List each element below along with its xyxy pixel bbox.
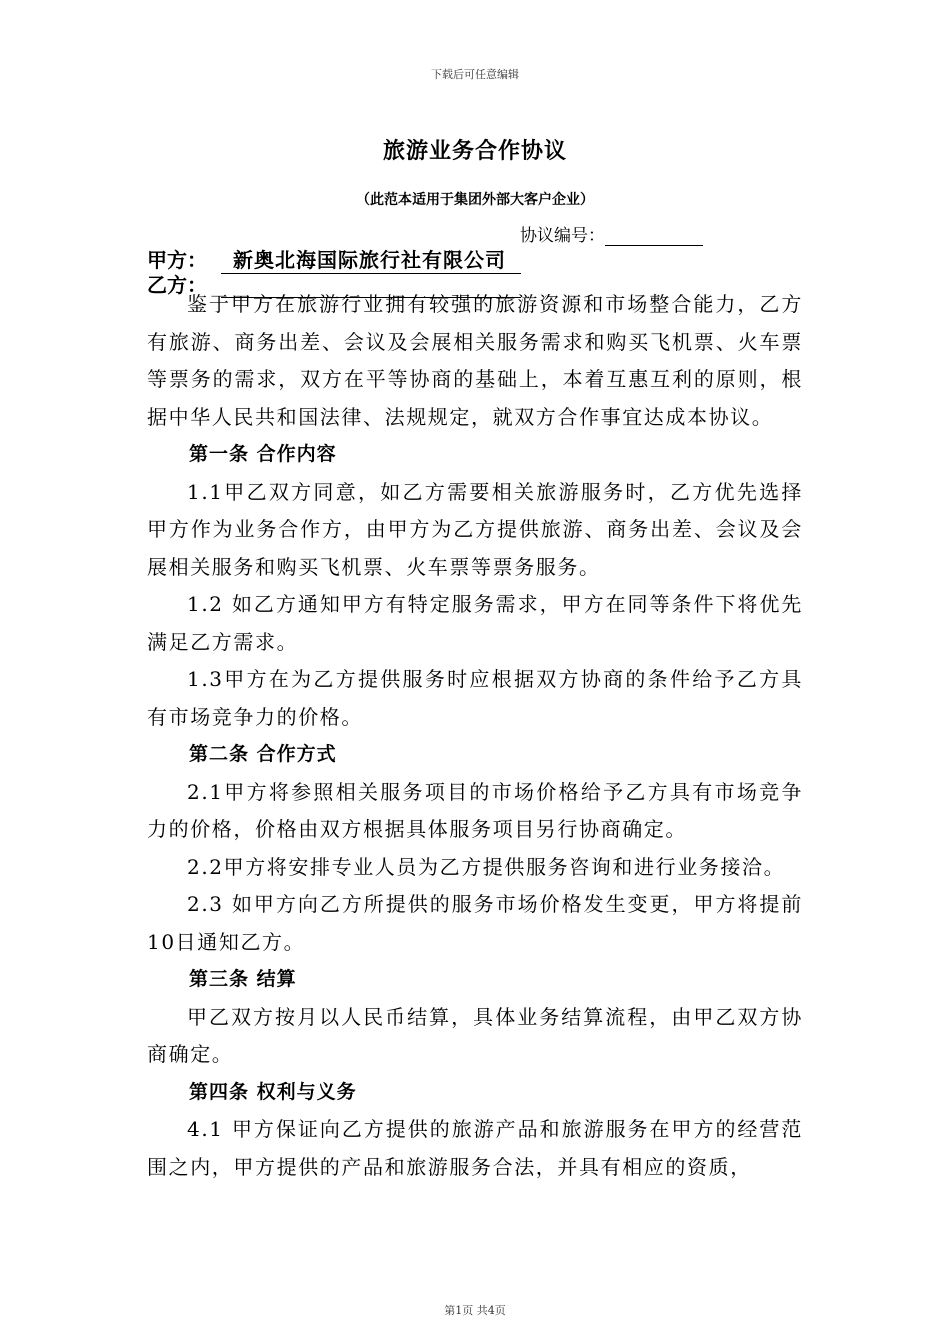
party-a-label: 甲方： bbox=[147, 248, 207, 272]
section-heading: 第四条 权利与义务 bbox=[189, 1080, 357, 1103]
contract-number-label: 协议编号： bbox=[520, 226, 605, 246]
contract-number bbox=[520, 221, 703, 246]
section-heading: 第一条 合作内容 bbox=[189, 443, 337, 465]
page-footer: 第1页 共4页 bbox=[444, 1304, 506, 1317]
document-title: 旅游业务合作协议 bbox=[382, 138, 567, 164]
header-note: 下载后可任意编辑 bbox=[431, 68, 519, 81]
clause-paragraph: 1.2 如乙方通知甲方有特定服务需求，甲方在同等条件下将优先满足乙方需求。 bbox=[147, 592, 803, 654]
document-body bbox=[147, 286, 803, 1186]
clause-paragraph: 2.3 如甲方向乙方所提供的服务市场价格发生变更，甲方将提前10日通知乙方。 bbox=[147, 892, 803, 954]
clause-paragraph: 2.1甲方将参照相关服务项目的市场价格给予乙方具有市场竞争力的价格，价格由双方根据具体服务项目另行协商确定。 bbox=[147, 779, 803, 841]
section-heading: 第三条 结算 bbox=[189, 968, 297, 990]
party-b-label: 乙方： bbox=[147, 273, 207, 297]
section-heading: 第二条 合作方式 bbox=[189, 743, 337, 765]
clause-paragraph: 2.2甲方将安排专业人员为乙方提供服务咨询和进行业务接洽。 bbox=[187, 854, 786, 879]
intro-paragraph: 鉴于甲方在旅游行业拥有较强的旅游资源和市场整合能力，乙方有旅游、商务出差、会议及会展相关服务需求和购买飞机票、火车票等票务的需求，双方在平等协商的基础上，本着互惠互利的原则，根据中华人民共和国法律、法规规定，就双方合作事宜达成本协议。 bbox=[147, 292, 803, 429]
contract-number-blank bbox=[605, 227, 703, 246]
clause-paragraph: 1.1甲乙双方同意，如乙方需要相关旅游服务时，乙方优先选择甲方作为业务合作方，由甲方为乙方提供旅游、商务出差、会议及会展相关服务和购买飞机票、火车票等票务服务。 bbox=[147, 479, 803, 579]
clause-paragraph: 1.3甲方在为乙方提供服务时应根据双方协商的条件给予乙方具有市场竞争力的价格。 bbox=[147, 667, 803, 729]
clause-paragraph: 甲乙双方按月以人民币结算，具体业务结算流程，由甲乙双方协商确定。 bbox=[147, 1004, 803, 1066]
document-subtitle: （此范本适用于集团外部大客户企业） bbox=[356, 192, 594, 208]
clause-paragraph: 4.1 甲方保证向乙方提供的旅游产品和旅游服务在甲方的经营范围之内，甲方提供的产品和旅游服务合法，并具有相应的资质， bbox=[147, 1117, 803, 1179]
party-a-name: 新奥北海国际旅行社有限公司 bbox=[221, 244, 521, 274]
